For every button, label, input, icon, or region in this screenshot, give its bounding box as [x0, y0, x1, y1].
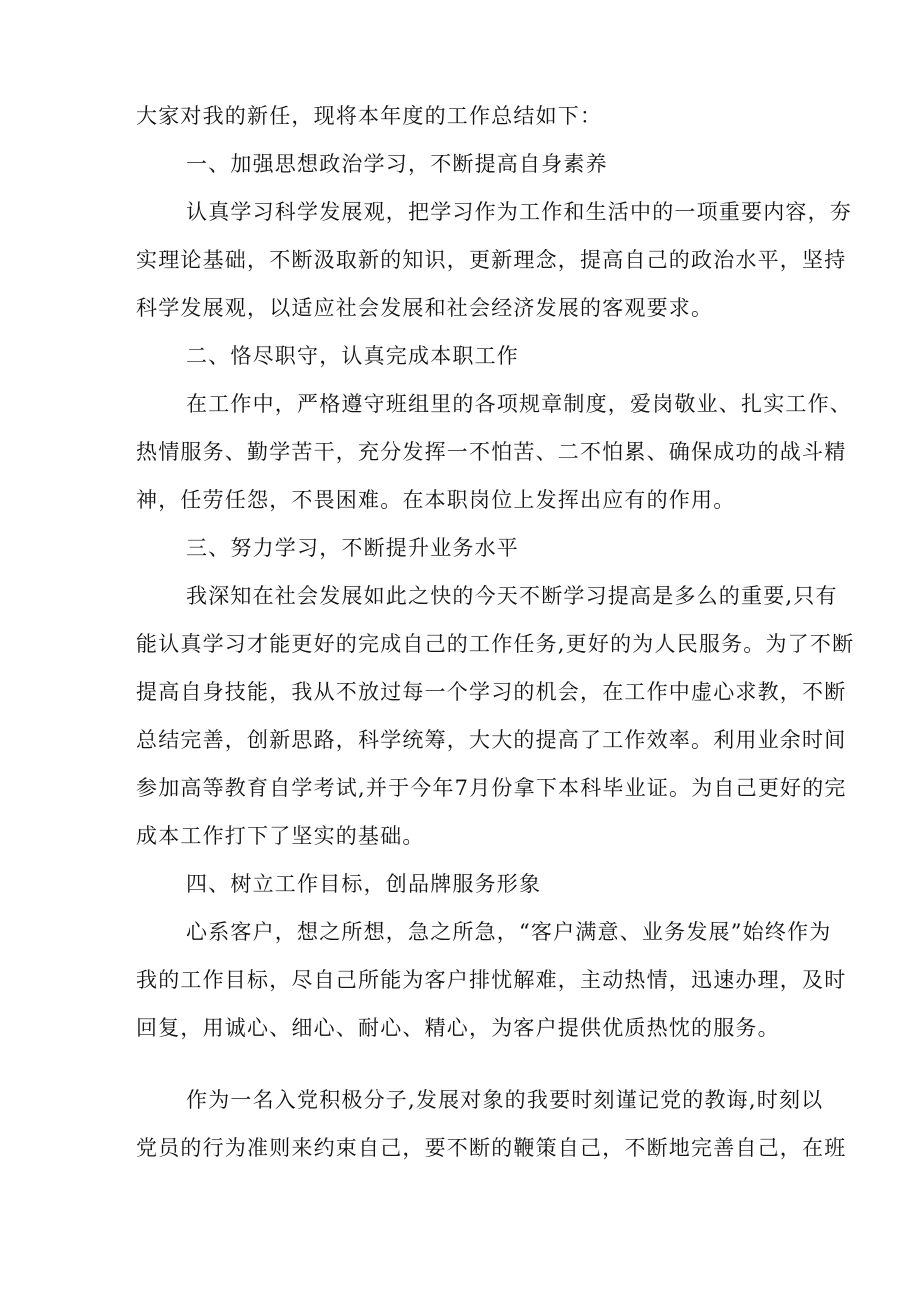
- text-line: 回复，用诚心、细心、耐心、精心，为客户提供优质热忱的服务。: [136, 1016, 780, 1040]
- section-heading: 四、树立工作目标，创品牌服务形象: [186, 872, 542, 896]
- text-line: 认真学习科学发展观，把学习作为工作和生活中的一项重要内容，夯: [186, 200, 852, 224]
- text-line: 实理论基础，不断汲取新的知识，更新理念，提高自己的政治水平，坚持: [136, 248, 847, 272]
- text-line: 热情服务、勤学苦干，充分发挥一不怕苦、二不怕累、确保成功的战斗精: [136, 440, 847, 464]
- text-line: 在工作中，严格遵守班组里的各项规章制度，爱岗敬业、扎实工作、: [186, 392, 852, 416]
- text-line: 作为一名入党积极分子,发展对象的我要时刻谨记党的教诲,时刻以: [186, 1088, 824, 1112]
- text-line: 心系客户，想之所想，急之所急，“客户满意、业务发展”始终作为: [186, 920, 832, 944]
- section-heading: 一、加强思想政治学习，不断提高自身素养: [186, 152, 608, 176]
- section-heading: 三、努力学习，不断提升业务水平: [186, 536, 519, 560]
- section-heading: 二、恪尽职守，认真完成本职工作: [186, 344, 519, 368]
- text-line: 总结完善，创新思路，科学统筹，大大的提高了工作效率。利用业余时间: [136, 728, 847, 752]
- text-line: 大家对我的新任，现将本年度的工作总结如下：: [136, 104, 603, 128]
- text-line: 科学发展观，以适应社会发展和社会经济发展的客观要求。: [136, 296, 714, 320]
- text-line: 能认真学习才能更好的完成自己的工作任务,更好的为人民服务。为了不断: [136, 632, 855, 656]
- text-line: 提高自身技能，我从不放过每一个学习的机会，在工作中虚心求教，不断: [136, 680, 847, 704]
- text-line: 我的工作目标，尽自己所能为客户排忧解难，主动热情，迅速办理，及时: [136, 968, 847, 992]
- text-line: 神，任劳任怨，不畏困难。在本职岗位上发挥出应有的作用。: [136, 488, 736, 512]
- text-line: 参加高等教育自学考试,并于今年7月份拿下本科毕业证。为自己更好的完: [136, 776, 847, 800]
- text-line: 成本工作打下了坚实的基础。: [136, 824, 425, 848]
- text-line: 我深知在社会发展如此之快的今天不断学习提高是多么的重要,只有: [186, 584, 838, 608]
- text-line: 党员的行为准则来约束自己，要不断的鞭策自己，不断地完善自己，在班: [136, 1136, 847, 1160]
